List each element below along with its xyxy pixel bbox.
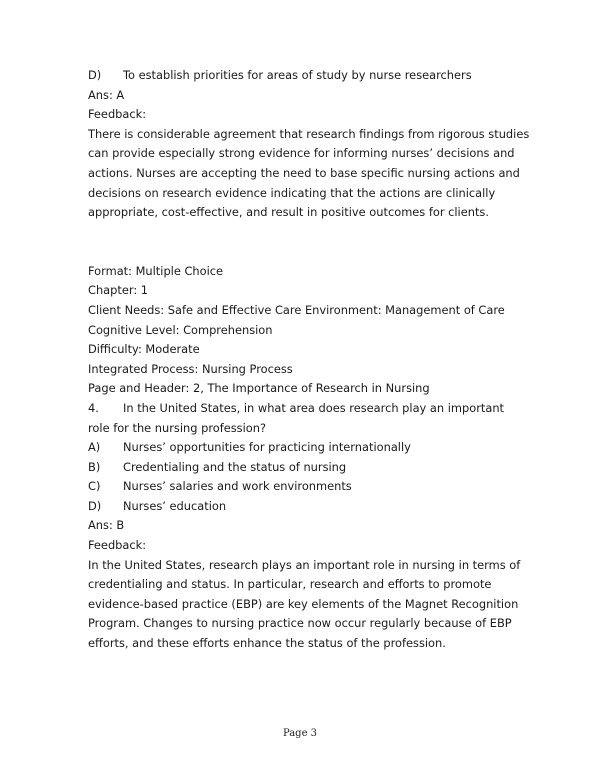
q4-option-d	[88, 497, 528, 517]
q3-feedback-line: actions. Nurses are accepting the need to base specific nursing actions and	[88, 165, 520, 180]
q4-difficulty: Difficulty: Moderate	[88, 342, 200, 357]
q3-feedback-line: can provide especially strong evidence for informing nurses’ decisions and	[88, 146, 515, 161]
page-number: Page 3	[282, 728, 318, 739]
q4-feedback-line: credentialing and status. In particular, research and efforts to promote	[88, 577, 492, 592]
option-letter: D)	[88, 68, 102, 82]
q4-feedback-line: Program. Changes to nursing practice now occur regularly because of EBP	[88, 616, 512, 631]
q4-option-a	[88, 438, 528, 458]
q4-answer: Ans: B	[88, 518, 125, 533]
q4-cognitive-level: Cognitive Level: Comprehension	[88, 322, 273, 337]
option-letter: B)	[88, 459, 101, 474]
q3-option-d	[88, 66, 528, 86]
q4-feedback-line: In the United States, research plays an important role in nursing in terms of	[88, 557, 521, 572]
q3-feedback-line: decisions on research evidence indicating that the actions are clinically	[88, 185, 496, 200]
option-letter: D)	[88, 498, 102, 513]
q3-feedback-line: appropriate, cost-effective, and result in positive outcomes for clients.	[88, 205, 489, 220]
q4-feedback-line: evidence-based practice (EBP) are key elements of the Magnet Recognition	[88, 596, 519, 611]
q4-option-c	[88, 477, 528, 497]
option-text: Nurses’ opportunities for practicing internationally	[123, 440, 411, 455]
option-letter: C)	[88, 479, 101, 494]
option-text: Nurses’ salaries and work environments	[123, 479, 352, 494]
option-text: Credentialing and the status of nursing	[123, 459, 347, 474]
q4-integrated-process: Integrated Process: Nursing Process	[88, 361, 293, 376]
option-text: Nurses’ education	[123, 498, 227, 513]
document-page	[88, 66, 528, 654]
option-text: To establish priorities for areas of study by nurse researchers	[123, 68, 472, 82]
q4-question	[88, 399, 528, 419]
q4-client-needs: Client Needs: Safe and Effective Care Environment: Management of Care	[88, 302, 505, 317]
q4-format: Format: Multiple Choice	[88, 263, 224, 278]
option-letter: A)	[88, 440, 101, 455]
q3-feedback-label: Feedback:	[88, 107, 147, 122]
q4-feedback-label: Feedback:	[88, 538, 147, 553]
question-number: 4.	[88, 400, 99, 415]
question-text-continued: role for the nursing profession?	[88, 420, 267, 435]
q4-option-b	[88, 458, 528, 478]
q4-feedback-line: efforts, and these efforts enhance the status of the profession.	[88, 636, 446, 651]
q4-chapter: Chapter: 1	[88, 283, 149, 298]
q4-page-header: Page and Header: 2, The Importance of Research in Nursing	[88, 381, 430, 396]
q3-answer: Ans: A	[88, 87, 125, 102]
q3-feedback-line: There is considerable agreement that research findings from rigorous studies	[88, 126, 530, 141]
section-spacer	[88, 223, 528, 262]
question-text: In the United States, in what area does research play an important	[123, 400, 505, 415]
